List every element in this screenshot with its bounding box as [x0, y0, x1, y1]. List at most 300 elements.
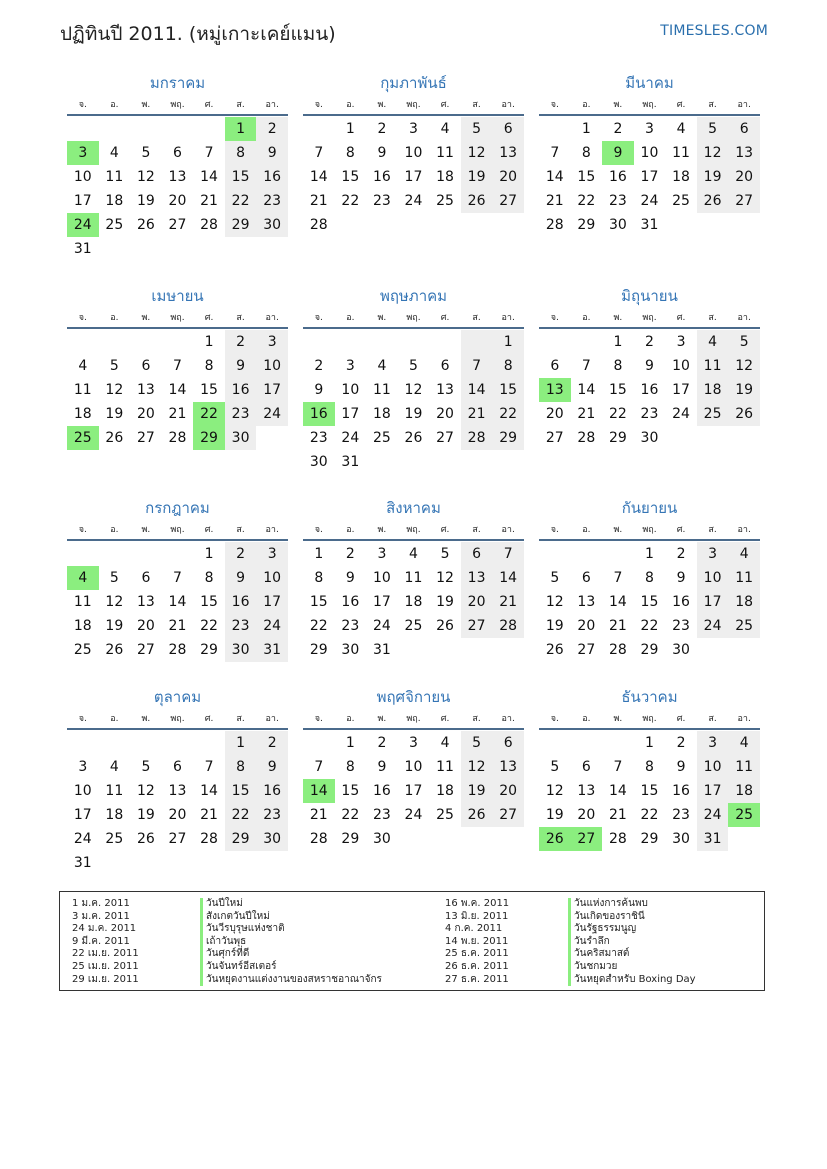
day-cell: 2	[256, 731, 288, 755]
day-cell: 25	[404, 618, 423, 634]
day-cell: 15	[341, 169, 360, 185]
day-cell: 13	[461, 566, 493, 590]
day-cell: 21	[309, 807, 328, 823]
weekday-label: พ.	[613, 525, 623, 535]
holiday-day-cell: 25	[67, 426, 99, 450]
site-link[interactable]: TIMESLES.COM	[660, 23, 768, 39]
day-grid	[67, 542, 288, 662]
day-cell: 18	[105, 193, 124, 209]
day-cell: 30	[672, 642, 690, 658]
day-cell: 10	[404, 145, 423, 161]
day-cell: 2	[225, 330, 257, 354]
day-cell: 12	[461, 755, 493, 779]
day-cell: 20	[545, 406, 564, 422]
weekday-label: อา.	[501, 100, 515, 110]
month-block	[539, 70, 760, 237]
weekday-label: อ.	[346, 100, 355, 110]
month-name: กุมภาพันธ์	[380, 74, 447, 92]
day-cell: 28	[545, 217, 564, 233]
day-cell: 19	[697, 165, 729, 189]
day-cell: 22	[225, 189, 257, 213]
empty-day-cell	[130, 117, 162, 141]
day-cell: 5	[440, 546, 450, 562]
day-cell: 23	[672, 807, 690, 823]
day-cell: 8	[225, 755, 257, 779]
day-cell: 22	[640, 807, 659, 823]
month-block	[303, 70, 524, 237]
day-cell: 9	[645, 358, 654, 374]
day-cell: 24	[404, 193, 423, 209]
month-block	[67, 495, 288, 662]
day-cell: 14	[168, 594, 187, 610]
empty-day-cell	[67, 330, 99, 354]
day-cell: 9	[225, 566, 257, 590]
legend-date: 13 มิ.ย. 2011	[445, 910, 509, 922]
day-cell: 26	[461, 803, 493, 827]
day-cell: 19	[461, 165, 493, 189]
legend-holiday-name: วันศุกร์ที่ดี	[200, 948, 382, 961]
day-cell: 31	[256, 638, 288, 662]
day-cell: 12	[461, 141, 493, 165]
day-cell: 9	[676, 570, 686, 586]
day-cell: 10	[372, 570, 391, 586]
month-name: ตุลาคม	[153, 688, 202, 706]
day-cell: 14	[309, 169, 328, 185]
day-cell: 1	[204, 546, 214, 562]
day-cell: 7	[204, 145, 214, 161]
day-cell: 3	[256, 330, 288, 354]
day-cell: 5	[550, 570, 560, 586]
empty-day-cell	[193, 117, 225, 141]
weekday-label: ศ.	[440, 714, 450, 724]
day-cell: 6	[173, 145, 182, 161]
day-cell: 12	[105, 594, 124, 610]
day-cell: 29	[640, 831, 659, 847]
day-cell: 4	[676, 121, 686, 137]
legend-date: 29 เม.ย. 2011	[72, 973, 139, 985]
day-grid	[67, 731, 288, 875]
day-grid	[67, 117, 288, 261]
day-cell: 24	[256, 614, 288, 638]
day-cell: 29	[492, 426, 524, 450]
day-cell: 14	[545, 169, 564, 185]
day-cell: 25	[697, 402, 729, 426]
legend-dates-col-1	[72, 898, 139, 986]
day-cell: 14	[608, 594, 627, 610]
weekday-label: พ.	[377, 100, 387, 110]
day-cell: 4	[728, 542, 760, 566]
day-cell: 6	[141, 358, 151, 374]
weekday-label: อา.	[265, 313, 279, 323]
day-cell: 23	[225, 402, 257, 426]
legend-holiday-name: วันเกิดของราชินี	[568, 911, 696, 924]
day-cell: 21	[577, 406, 596, 422]
day-cell: 25	[73, 642, 92, 658]
day-cell: 25	[436, 807, 454, 823]
month-name: พฤศจิกายน	[376, 688, 451, 706]
month-name: พฤษภาคม	[379, 287, 448, 305]
weekday-label: พ.	[141, 313, 151, 323]
legend-date: 3 ม.ค. 2011	[72, 910, 130, 922]
day-cell: 15	[640, 783, 659, 799]
day-cell: 8	[204, 570, 214, 586]
day-cell: 31	[640, 217, 659, 233]
month-block	[303, 283, 524, 474]
day-cell: 2	[676, 546, 686, 562]
weekday-header	[303, 521, 524, 541]
day-cell: 23	[256, 803, 288, 827]
day-cell: 11	[372, 382, 391, 398]
legend-date: 16 พ.ค. 2011	[445, 898, 510, 909]
weekday-label: ส.	[708, 525, 717, 535]
empty-day-cell	[539, 117, 571, 141]
weekday-label: อา.	[501, 313, 515, 323]
day-cell: 18	[404, 594, 423, 610]
weekday-label: ส.	[708, 100, 717, 110]
day-cell: 30	[256, 213, 288, 237]
day-cell: 28	[492, 614, 524, 638]
day-cell: 30	[225, 426, 257, 450]
empty-day-cell	[602, 542, 634, 566]
month-block	[67, 283, 288, 450]
day-cell: 18	[73, 406, 92, 422]
day-cell: 17	[404, 783, 423, 799]
weekday-label: พ.	[613, 100, 623, 110]
day-cell: 1	[613, 334, 623, 350]
day-cell: 1	[581, 121, 591, 137]
day-cell: 9	[377, 759, 387, 775]
month-name: มิถุนายน	[621, 287, 678, 305]
day-cell: 17	[372, 594, 391, 610]
day-cell: 5	[728, 330, 760, 354]
day-cell: 23	[372, 193, 391, 209]
day-cell: 1	[645, 735, 654, 751]
weekday-label: พฤ.	[642, 714, 657, 724]
month-name: กันยายน	[621, 499, 678, 517]
weekday-label: ศ.	[440, 100, 450, 110]
weekday-label: พ.	[141, 714, 151, 724]
day-cell: 28	[309, 831, 328, 847]
day-cell: 9	[225, 354, 257, 378]
day-cell: 10	[256, 354, 288, 378]
day-cell: 12	[136, 169, 155, 185]
day-cell: 10	[73, 783, 92, 799]
day-cell: 24	[672, 406, 690, 422]
day-cell: 23	[608, 193, 627, 209]
weekday-label: ส.	[236, 100, 245, 110]
day-cell: 17	[256, 590, 288, 614]
legend-date: 25 เม.ย. 2011	[72, 960, 139, 972]
weekday-label: อา.	[737, 714, 751, 724]
weekday-label: อ.	[110, 100, 119, 110]
day-cell: 7	[581, 358, 591, 374]
weekday-label: พ.	[613, 714, 623, 724]
day-cell: 8	[225, 141, 257, 165]
day-cell: 10	[672, 358, 690, 374]
empty-day-cell	[539, 330, 571, 354]
weekday-label: พฤ.	[170, 100, 185, 110]
day-cell: 22	[341, 807, 360, 823]
weekday-label: ส.	[236, 525, 245, 535]
weekday-label: พฤ.	[170, 525, 185, 535]
day-cell: 30	[225, 638, 257, 662]
legend-names-col-1	[200, 898, 382, 986]
day-cell: 14	[461, 378, 493, 402]
day-cell: 10	[640, 145, 659, 161]
day-cell: 24	[372, 618, 391, 634]
weekday-label: อา.	[737, 100, 751, 110]
weekday-label: พฤ.	[642, 313, 657, 323]
day-cell: 21	[461, 402, 493, 426]
day-cell: 11	[404, 570, 423, 586]
day-cell: 5	[141, 759, 151, 775]
day-cell: 16	[372, 169, 391, 185]
day-cell: 10	[697, 566, 729, 590]
day-cell: 11	[105, 169, 124, 185]
legend-holiday-name: สังเกตวันปีใหม่	[200, 911, 382, 924]
day-cell: 3	[409, 121, 418, 137]
day-cell: 13	[577, 594, 596, 610]
weekday-label: จ.	[550, 313, 559, 323]
weekday-label: อ.	[110, 525, 119, 535]
day-cell: 7	[613, 570, 623, 586]
day-cell: 19	[545, 618, 564, 634]
weekday-label: ศ.	[204, 313, 214, 323]
weekday-label: ส.	[236, 714, 245, 724]
day-cell: 16	[341, 594, 360, 610]
empty-day-cell	[602, 731, 634, 755]
empty-day-cell	[398, 330, 430, 354]
legend-holiday-name: วันปีใหม่	[200, 898, 382, 911]
day-cell: 4	[697, 330, 729, 354]
day-cell: 7	[492, 542, 524, 566]
empty-day-cell	[539, 731, 571, 755]
day-cell: 12	[136, 783, 155, 799]
day-cell: 31	[341, 454, 360, 470]
legend-names-col-2	[568, 898, 696, 986]
day-cell: 11	[728, 566, 760, 590]
day-cell: 25	[372, 430, 391, 446]
day-cell: 10	[404, 759, 423, 775]
day-cell: 3	[697, 542, 729, 566]
day-cell: 28	[200, 217, 218, 233]
day-cell: 29	[200, 642, 218, 658]
day-cell: 21	[200, 807, 218, 823]
day-cell: 21	[168, 618, 187, 634]
weekday-label: พ.	[377, 313, 387, 323]
day-cell: 18	[728, 779, 760, 803]
day-cell: 11	[728, 755, 760, 779]
holiday-day-cell: 13	[539, 378, 571, 402]
weekday-header	[67, 309, 288, 329]
holiday-day-cell: 25	[728, 803, 760, 827]
day-cell: 24	[640, 193, 659, 209]
weekday-label: ศ.	[440, 313, 450, 323]
empty-day-cell	[67, 542, 99, 566]
day-cell: 18	[728, 590, 760, 614]
holiday-day-cell: 9	[602, 141, 634, 165]
weekday-label: พ.	[141, 100, 151, 110]
day-cell: 29	[640, 642, 659, 658]
day-cell: 17	[640, 169, 659, 185]
day-cell: 7	[314, 145, 324, 161]
day-cell: 17	[256, 378, 288, 402]
day-cell: 16	[672, 594, 690, 610]
empty-day-cell	[303, 731, 335, 755]
weekday-label: จ.	[314, 525, 323, 535]
day-cell: 28	[200, 831, 218, 847]
day-cell: 7	[204, 759, 214, 775]
day-cell: 19	[404, 406, 423, 422]
month-block	[303, 684, 524, 851]
day-cell: 17	[404, 169, 423, 185]
day-cell: 3	[697, 731, 729, 755]
weekday-label: อา.	[501, 525, 515, 535]
day-cell: 29	[309, 642, 328, 658]
weekday-label: อ.	[346, 714, 355, 724]
day-cell: 2	[377, 121, 387, 137]
day-cell: 2	[225, 542, 257, 566]
day-cell: 12	[404, 382, 423, 398]
day-cell: 7	[550, 145, 560, 161]
holiday-day-cell: 27	[571, 827, 603, 851]
day-cell: 4	[109, 759, 119, 775]
day-cell: 28	[577, 430, 596, 446]
day-cell: 6	[141, 570, 151, 586]
holiday-legend	[59, 891, 765, 991]
day-cell: 27	[168, 217, 187, 233]
day-cell: 12	[728, 354, 760, 378]
empty-day-cell	[162, 330, 194, 354]
day-cell: 16	[256, 779, 288, 803]
weekday-label: พฤ.	[170, 313, 185, 323]
day-cell: 15	[225, 779, 257, 803]
weekday-header	[539, 96, 760, 116]
day-cell: 27	[168, 831, 187, 847]
empty-day-cell	[99, 731, 131, 755]
day-grid	[67, 330, 288, 450]
weekday-header	[303, 96, 524, 116]
weekday-header	[539, 521, 760, 541]
legend-holiday-name: วันวีรบุรุษแห่งชาติ	[200, 923, 382, 936]
weekday-label: อ.	[582, 525, 591, 535]
day-cell: 24	[404, 807, 423, 823]
weekday-label: จ.	[78, 313, 87, 323]
weekday-label: จ.	[314, 714, 323, 724]
day-cell: 28	[608, 642, 627, 658]
day-cell: 15	[200, 382, 218, 398]
day-cell: 3	[409, 735, 418, 751]
day-cell: 26	[545, 642, 564, 658]
day-cell: 3	[345, 358, 355, 374]
legend-date: 14 พ.ย. 2011	[445, 935, 509, 947]
day-grid	[303, 731, 524, 851]
legend-date: 25 ธ.ค. 2011	[445, 948, 509, 960]
legend-holiday-name: วันรำลึก	[568, 936, 696, 949]
weekday-header	[303, 710, 524, 730]
empty-day-cell	[99, 542, 131, 566]
empty-day-cell	[366, 330, 398, 354]
day-cell: 28	[608, 831, 627, 847]
day-cell: 4	[440, 121, 450, 137]
legend-date: 24 ม.ค. 2011	[72, 923, 137, 935]
day-cell: 10	[73, 169, 92, 185]
day-cell: 10	[256, 566, 288, 590]
day-grid	[303, 330, 524, 474]
day-cell: 18	[436, 169, 454, 185]
day-cell: 16	[672, 783, 690, 799]
weekday-label: จ.	[550, 100, 559, 110]
day-cell: 7	[173, 570, 182, 586]
day-cell: 7	[314, 759, 324, 775]
day-cell: 3	[78, 759, 88, 775]
day-cell: 6	[492, 731, 524, 755]
day-cell: 13	[168, 169, 187, 185]
day-cell: 12	[697, 141, 729, 165]
day-cell: 5	[109, 570, 119, 586]
empty-day-cell	[461, 330, 493, 354]
day-cell: 22	[309, 618, 328, 634]
day-cell: 29	[577, 217, 596, 233]
day-cell: 30	[372, 831, 391, 847]
day-cell: 14	[608, 783, 627, 799]
empty-day-cell	[571, 731, 603, 755]
day-cell: 19	[545, 807, 564, 823]
month-name: กรกฎาคม	[145, 499, 210, 517]
day-cell: 20	[168, 193, 187, 209]
legend-date: 1 ม.ค. 2011	[72, 898, 130, 909]
month-name: สิงหาคม	[386, 499, 441, 517]
day-cell: 2	[314, 358, 324, 374]
weekday-label: อ.	[582, 100, 591, 110]
legend-holiday-name: วันรัฐธรรมนูญ	[568, 923, 696, 936]
day-grid	[539, 731, 760, 851]
legend-holiday-name: วันแห่งการค้นพบ	[568, 898, 696, 911]
day-cell: 1	[225, 731, 257, 755]
legend-date: 26 ธ.ค. 2011	[445, 960, 509, 972]
day-cell: 12	[545, 783, 564, 799]
day-cell: 30	[256, 827, 288, 851]
day-cell: 26	[136, 831, 155, 847]
day-cell: 13	[492, 755, 524, 779]
day-cell: 6	[461, 542, 493, 566]
empty-day-cell	[130, 330, 162, 354]
day-cell: 24	[73, 831, 92, 847]
day-cell: 29	[225, 213, 257, 237]
month-name: เมษายน	[151, 287, 204, 305]
day-cell: 25	[672, 193, 690, 209]
day-cell: 30	[309, 454, 328, 470]
day-grid	[303, 117, 524, 237]
weekday-label: อ.	[582, 313, 591, 323]
day-cell: 14	[200, 783, 218, 799]
day-cell: 7	[173, 358, 182, 374]
weekday-header	[539, 309, 760, 329]
weekday-label: พ.	[141, 525, 151, 535]
day-cell: 6	[173, 759, 182, 775]
day-cell: 23	[256, 189, 288, 213]
day-cell: 22	[492, 402, 524, 426]
legend-date: 27 ธ.ค. 2011	[445, 973, 509, 985]
weekday-label: ส.	[708, 313, 717, 323]
day-cell: 21	[608, 618, 627, 634]
day-cell: 8	[204, 358, 214, 374]
day-cell: 10	[697, 755, 729, 779]
day-cell: 19	[136, 193, 155, 209]
holiday-day-cell: 3	[67, 141, 99, 165]
legend-holiday-name: วันชกมวย	[568, 961, 696, 974]
empty-day-cell	[429, 330, 461, 354]
